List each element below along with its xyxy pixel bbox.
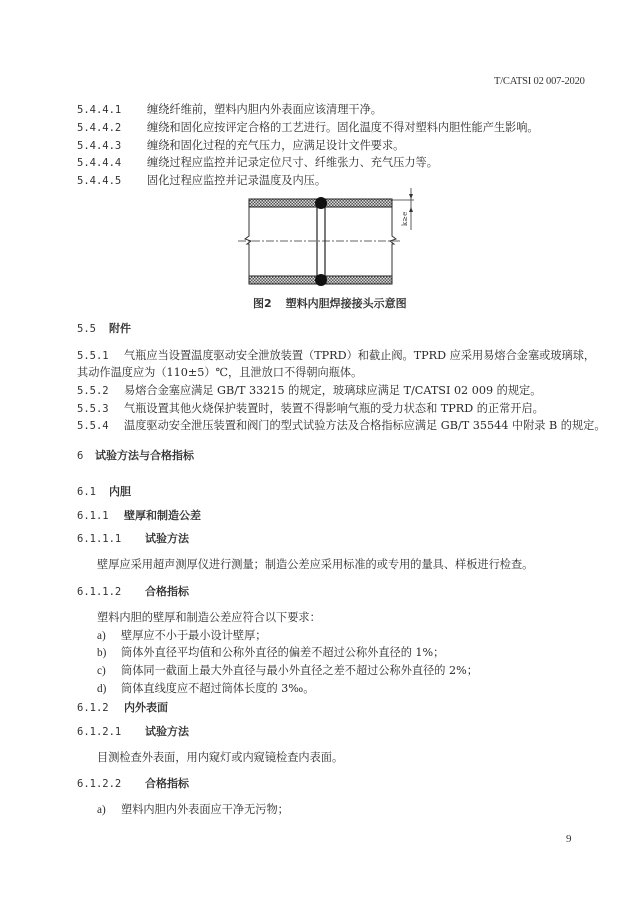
list-item-text: 壁厚应不小于最小设计壁厚； — [121, 629, 267, 642]
heading-number: 6 — [77, 450, 84, 462]
list-item — [97, 682, 315, 696]
heading-title: 附件 — [109, 322, 131, 335]
list-item-letter: a) — [97, 630, 106, 642]
list-item-letter: a) — [97, 804, 106, 816]
heading-6-1-2 — [77, 701, 168, 715]
clause-text: 缠绕和固化过程的充气压力，应满足设计文件要求。 — [147, 139, 405, 152]
figure-title: 塑料内胆焊接接头示意图 — [285, 297, 407, 310]
heading-title: 合格指标 — [145, 585, 189, 598]
figure-number: 图2 — [253, 297, 272, 310]
heading-6-1-1-2 — [77, 585, 189, 599]
list-item-text: 筒体同一截面上最大外直径与最小外直径之差不超过公称外直径的 2%； — [121, 664, 478, 677]
clause-number: 5.4.4.5 — [77, 175, 122, 187]
clause-5-4-4-3 — [77, 139, 404, 153]
heading-title: 试验方法 — [145, 532, 189, 545]
clause-number: 5.4.4.1 — [77, 104, 122, 116]
clause-number: 5.4.4.2 — [77, 122, 122, 134]
clause-number: 5.5.1 — [77, 350, 109, 362]
pipe-left-break-line — [245, 207, 251, 276]
heading-6 — [77, 449, 194, 463]
weld-joint — [315, 197, 327, 286]
body-6-1-1-2-intro: 塑料内胆的壁厚和制造公差应符合以下要求： — [97, 611, 321, 624]
dimension-label: k≥e — [401, 211, 409, 226]
list-item — [97, 803, 289, 817]
clause-5-4-4-5 — [77, 174, 326, 188]
heading-number: 6.1.2 — [77, 702, 109, 714]
clause-5-5-1-continuation: 其动作温度应为（110±5）℃，且泄放口不得朝向瓶体。 — [77, 366, 363, 379]
figure-caption — [253, 295, 407, 311]
clause-5-4-4-1 — [77, 103, 382, 117]
heading-title: 内胆 — [109, 485, 131, 498]
heading-number: 6.1.2.1 — [77, 726, 122, 738]
body-6-1-2-1: 目测检查外表面，用内窥灯或内窥镜检查内表面。 — [97, 751, 344, 764]
heading-5-5 — [77, 322, 131, 336]
clause-number: 5.4.4.3 — [77, 140, 122, 152]
body-6-1-1-1: 壁厚应采用超声测厚仪进行测量；制造公差应采用标准的或专用的量具、样板进行检查。 — [97, 558, 534, 571]
pipe-right-break-line — [390, 207, 396, 276]
list-item — [97, 646, 444, 660]
list-item-letter: d) — [97, 683, 107, 695]
list-item-text: 塑料内胆内外表面应干净无污物； — [121, 803, 289, 816]
heading-title: 试验方法与合格指标 — [95, 449, 194, 462]
list-item-text: 筒体直线度应不超过筒体长度的 3‰。 — [121, 682, 315, 695]
heading-6-1-1-1 — [77, 532, 189, 546]
clause-text: 易熔合金塞应满足 GB/T 33215 的规定，玻璃球应满足 T/CATSI 02 009 的规定。 — [124, 384, 542, 397]
heading-title: 试验方法 — [145, 725, 189, 738]
clause-5-5-3 — [77, 402, 544, 416]
list-item-text: 筒体外直径平均值和公称外直径的偏差不超过公称外直径的 1%； — [121, 646, 445, 659]
clause-text: 固化过程应监控并记录温度及内压。 — [147, 174, 327, 187]
heading-number: 6.1.1.2 — [77, 586, 122, 598]
heading-number: 6.1 — [77, 486, 96, 498]
list-item-letter: c) — [97, 665, 106, 677]
list-item — [97, 629, 266, 643]
document-code-header: T/CATSI 02 007-2020 — [494, 76, 585, 87]
clause-text: 气瓶设置其他火烧保护装置时，装置不得影响气瓶的受力状态和 TPRD 的正常开启。 — [124, 402, 544, 415]
heading-6-1-1 — [77, 509, 201, 523]
page-number: 9 — [566, 833, 572, 845]
heading-number: 6.1.1.1 — [77, 533, 122, 545]
clause-5-5-1 — [77, 349, 595, 363]
heading-title: 内外表面 — [124, 701, 168, 714]
heading-number: 6.1.2.2 — [77, 778, 122, 790]
clause-text: 缠绕过程应监控并记录定位尺寸、纤维张力、充气压力等。 — [147, 156, 438, 169]
list-item-letter: b) — [97, 647, 107, 659]
weld-joint-diagram — [230, 188, 430, 290]
heading-6-1 — [77, 485, 131, 499]
clause-5-4-4-4 — [77, 156, 438, 170]
list-item — [97, 664, 478, 678]
clause-text: 缠绕纤维前，塑料内胆内外表面应该清理干净。 — [147, 103, 382, 116]
clause-5-4-4-2 — [77, 121, 539, 135]
heading-6-1-2-2 — [77, 777, 189, 791]
heading-title: 壁厚和制造公差 — [124, 509, 201, 522]
heading-number: 5.5 — [77, 323, 96, 335]
clause-text: 气瓶应当设置温度驱动安全泄放装置（TPRD）和截止阀。TPRD 应采用易熔合金塞或玻璃球， — [124, 349, 596, 362]
heading-6-1-2-1 — [77, 725, 189, 739]
clause-5-5-2 — [77, 384, 541, 398]
clause-text: 缠绕和固化应按评定合格的工艺进行。固化温度不得对塑料内胆性能产生影响。 — [147, 121, 539, 134]
heading-title: 合格指标 — [145, 777, 189, 790]
clause-number: 5.5.2 — [77, 385, 109, 397]
clause-text: 温度驱动安全泄压装置和阀门的型式试验方法及合格指标应满足 GB/T 35544 中附录 B 的规定。 — [124, 419, 606, 432]
clause-number: 5.5.4 — [77, 420, 109, 432]
clause-number: 5.5.3 — [77, 403, 109, 415]
heading-number: 6.1.1 — [77, 510, 109, 522]
clause-5-5-4 — [77, 419, 606, 433]
clause-number: 5.4.4.4 — [77, 157, 122, 169]
